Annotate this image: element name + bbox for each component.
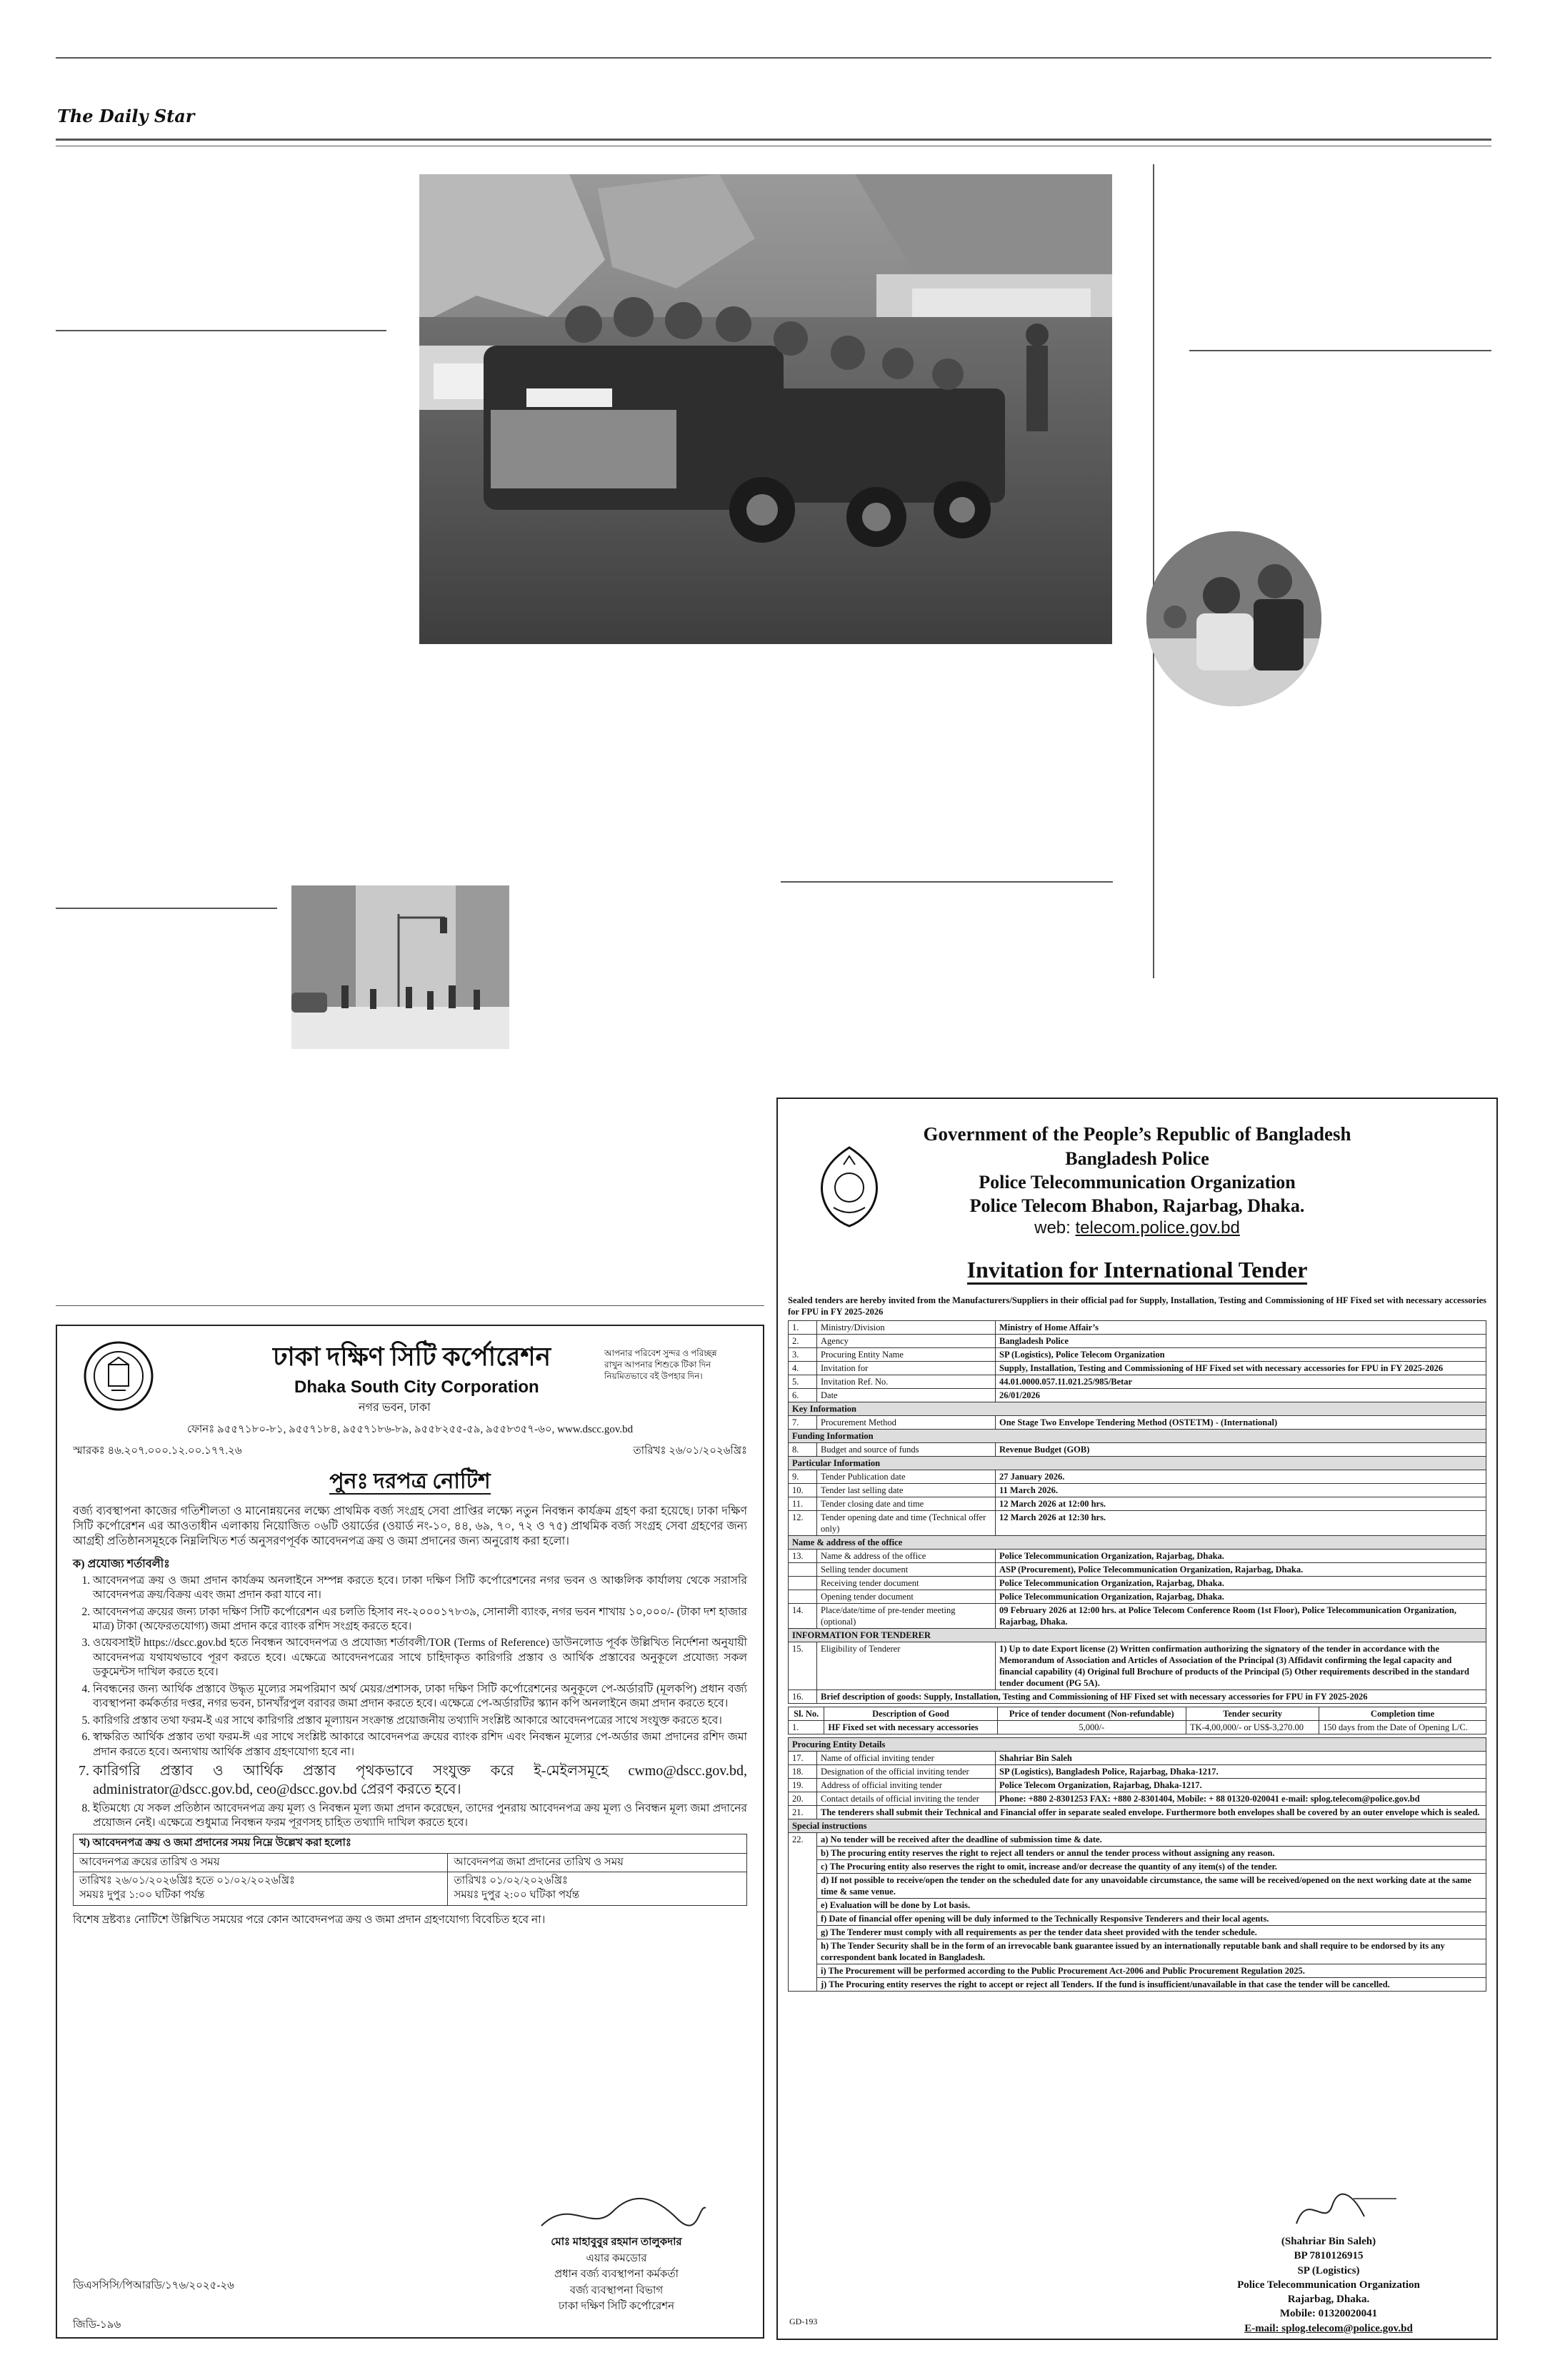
- tender-row-number: [789, 1590, 817, 1604]
- entity-row-number: 21.: [789, 1806, 817, 1819]
- tender-row-label: Date: [817, 1389, 996, 1402]
- schedule-header: আবেদনপত্র ক্রয়ের তারিখ ও সময়: [74, 1853, 448, 1872]
- tender-row-value: One Stage Two Envelope Tendering Method (OSTETM) - (International): [996, 1416, 1486, 1430]
- tender-row-label: Selling tender document: [817, 1563, 996, 1577]
- special-instruction: e) Evaluation will be done by Lot basis.: [817, 1899, 1486, 1912]
- entity-row: [789, 1765, 1486, 1779]
- tender-row-number: 10.: [789, 1484, 817, 1497]
- police-web-link[interactable]: telecom.police.gov.bd: [1075, 1218, 1240, 1238]
- snow-street-photo: [291, 885, 509, 1049]
- tender-row-number: 15.: [789, 1642, 817, 1690]
- special-instruction: b) The procuring entity reserves the right to reject all tenders or annul the tender process without assigning any reason.: [817, 1847, 1486, 1860]
- dscc-ref-code: ডিএসসিসি/পিআরডি/১৭৬/২০২৫-২৬: [73, 2280, 234, 2291]
- tender-row: [789, 1321, 1486, 1335]
- special-instruction-row: [789, 1833, 1486, 1847]
- entity-row-label: Address of official inviting tender: [817, 1779, 996, 1792]
- special-instruction-row: [789, 1874, 1486, 1899]
- police-tender-notice: [776, 1098, 1498, 2340]
- masthead-logo: The Daily Star: [57, 106, 195, 126]
- dscc-condition: 5. কারিগরি প্রস্তাব তথা ফরম-ই এর সাথে কারিগরি প্রস্তাব মূল্যায়ন সংক্রান্ত প্রয়োজনীয় তথ্যাদি সংশ্লিষ্ট আকারে আবেদনপত্রের সাথে সংযুক্ত করতে হবে।: [93, 1714, 747, 1728]
- police-signature-line: BP 7810126915: [1294, 2250, 1364, 2262]
- tender-row-number: 3.: [789, 1348, 817, 1362]
- goods-header: Sl. No.: [789, 1707, 824, 1721]
- tender-row: [789, 1497, 1486, 1511]
- tender-row-number: 6.: [789, 1389, 817, 1402]
- special-instruction-row: [789, 1939, 1486, 1964]
- police-signature-line: SP (Logistics): [1297, 2264, 1360, 2276]
- tender-row: [789, 1416, 1486, 1430]
- tender-row-label: Ministry/Division: [817, 1321, 996, 1335]
- right-col-rule: [1189, 350, 1491, 351]
- police-header-line: Police Telecom Bhabon, Rajarbag, Dhaka.: [969, 1195, 1305, 1217]
- tender-row: [789, 1550, 1486, 1563]
- tender-row-label: Tender closing date and time: [817, 1497, 996, 1511]
- special-header-row: [789, 1819, 1486, 1833]
- vertical-column-rule: [1153, 164, 1154, 978]
- tender-row-label: Receiving tender document: [817, 1577, 996, 1590]
- tender-row-number: 11.: [789, 1497, 817, 1511]
- dscc-condition: 1. আবেদনপত্র ক্রয় ও জমা প্রদান কার্যক্রম অনলাইনে সম্পন্ন করতে হবে। ঢাকা দক্ষিণ সিটি কর্পোরেশনের নগর ভবন ও আঞ্চলিক কার্যালয় থেকে সরাসরি আবেদনপত্র ক্রয়/বিক্রয় এবং জমা প্রদান করা যাবে না।: [93, 1574, 747, 1603]
- schedule-time: সময়ঃ দুপুর ১:০০ ঘটিকা পর্যন্ত: [79, 1889, 205, 1902]
- tender-row-number: 9.: [789, 1470, 817, 1484]
- goods-cell: 150 days from the Date of Opening L/C.: [1319, 1721, 1486, 1734]
- tender-row: [789, 1642, 1486, 1690]
- entity-row-label: The tenderers shall submit their Technical and Financial offer in separate sealed envelope. Furthermore both envelopes shall be covered by an outer envelope which is sealed.: [817, 1806, 1486, 1819]
- circular-inset-photo: [1146, 531, 1321, 706]
- entity-row-number: 20.: [789, 1792, 817, 1806]
- special-instruction-row: [789, 1860, 1486, 1874]
- tender-row-value: Police Telecommunication Organization, Rajarbag, Dhaka.: [996, 1550, 1486, 1563]
- main-news-photo: [419, 174, 1112, 644]
- goods-cell: HF Fixed set with necessary accessories: [824, 1721, 997, 1734]
- tender-row: [789, 1362, 1486, 1375]
- special-instruction-row: [789, 1964, 1486, 1978]
- tender-row-number: 14.: [789, 1604, 817, 1629]
- tender-row-number: 4.: [789, 1362, 817, 1375]
- police-header-line: Bangladesh Police: [1065, 1148, 1209, 1169]
- dscc-subtitle: নগর ভবন, ঢাকা: [359, 1402, 431, 1414]
- tender-row-label: Tender opening date and time (Technical offer only): [817, 1511, 996, 1536]
- entity-row: [789, 1779, 1486, 1792]
- tender-row-number: 12.: [789, 1511, 817, 1536]
- dscc-condition: 6. স্বাক্ষরিত আর্থিক প্রস্তাব তথা ফরম-ঈ এর সাথে সংশ্লিষ্ট আকারে আবেদনপত্র ক্রয়ের ব্যাংক রশিদ এবং নিবন্ধন মূল্যের পে-অর্ডার জমা প্রদানের রশিদ জমা প্রদান করতে হবে। অন্যথায় আর্থিক প্রস্তাব গ্রহণযোগ্য হবে না।: [93, 1730, 747, 1759]
- tender-row-label: Tender last selling date: [817, 1484, 996, 1497]
- police-signature-line: Rajarbag, Dhaka.: [1287, 2294, 1370, 2305]
- schedule-header: আবেদনপত্র জমা প্রদানের তারিখ ও সময়: [448, 1853, 747, 1872]
- goods-cell: 1.: [789, 1721, 824, 1734]
- tender-row-label: Invitation Ref. No.: [817, 1375, 996, 1389]
- police-signature-line: Mobile: 01320020041: [1279, 2308, 1378, 2320]
- goods-header: Description of Good: [824, 1707, 997, 1721]
- schedule-date: তারিখঃ ০১/০২/২০২৬খ্রিঃ: [454, 1875, 569, 1887]
- special-instruction-row: [789, 1978, 1486, 1992]
- left-col-rule-2: [56, 908, 277, 909]
- dscc-title-bangla: ঢাকা দক্ষিণ সিটি কর্পোরেশন: [273, 1342, 551, 1371]
- tender-row-label: Name & address of the office: [817, 1550, 996, 1563]
- dscc-date: তারিখঃ ২৬/০১/২০২৬খ্রিঃ: [633, 1445, 747, 1457]
- tender-row-label: Procurement Method: [817, 1416, 996, 1430]
- tender-row-number: 5.: [789, 1375, 817, 1389]
- tender-row-label: Invitation for: [817, 1362, 996, 1375]
- tender-row-label: Place/date/time of pre-tender meeting (optional): [817, 1604, 996, 1629]
- special-instruction-row: [789, 1899, 1486, 1912]
- tender-row: [789, 1511, 1486, 1536]
- dscc-section-a: ক) প্রযোজ্য শর্তাবলীঃ: [73, 1557, 170, 1570]
- tender-row-label: Eligibility of Tenderer: [817, 1642, 996, 1690]
- goods-table: [788, 1707, 1486, 1734]
- entity-row-value: Phone: +880 2-8301253 FAX: +880 2-8301404, Mobile: + 88 01320-020041 e-mail: splog.telecom@police.gov.bd: [996, 1792, 1486, 1806]
- tender-row-value: 26/01/2026: [996, 1389, 1486, 1402]
- special-instruction: g) The Tenderer must comply with all requirements as per the tender data sheet provided with the tender schedule.: [817, 1926, 1486, 1939]
- tender-row: [789, 1690, 1486, 1704]
- goods-cell: 5,000/-: [997, 1721, 1186, 1734]
- entity-row: [789, 1792, 1486, 1806]
- tender-row-value: 11 March 2026.: [996, 1484, 1486, 1497]
- police-header-line: Government of the People’s Republic of Bangladesh: [923, 1123, 1351, 1145]
- tender-row: [789, 1536, 1486, 1550]
- top-rule: [56, 57, 1491, 59]
- dscc-signatory-name: মোঃ মাহাবুবুর রহমান তালুকদার: [551, 2236, 682, 2248]
- tender-row-value: Supply, Installation, Testing and Commissioning of HF Fixed set with necessary accessories for FPU in FY 2025-2026: [996, 1362, 1486, 1375]
- entity-row-label: Designation of the official inviting tender: [817, 1765, 996, 1779]
- tender-row-value: 27 January 2026.: [996, 1470, 1486, 1484]
- special-number: 22.: [789, 1833, 817, 1992]
- dscc-title-english: Dhaka South City Corporation: [294, 1377, 539, 1397]
- entity-table: [788, 1737, 1486, 1992]
- dscc-condition: 2. আবেদনপত্র ক্রয়ের জন্য ঢাকা দক্ষিণ সিটি কর্পোরেশন এর চলতি হিসাব নং-২০০০১৭৮৩৯, সোনালী ব্যাংক, নগর ভবন শাখায় ১০,০০০/- (টাকা দশ হাজার মাত্র) টাকা (অফেরতযোগ্য) জমা প্রদান করে ব্যাংক রশিদ সংগ্রহ করতে হবে।: [93, 1605, 747, 1635]
- dscc-tender-notice: [56, 1325, 764, 2339]
- entity-header-row: [789, 1738, 1486, 1752]
- police-signature-block: [1211, 2184, 1446, 2336]
- entity-row-number: 17.: [789, 1752, 817, 1765]
- tender-row-value: Bangladesh Police: [996, 1335, 1486, 1348]
- dscc-intro: বর্জ্য ব্যবস্থাপনা কাজের গতিশীলতা ও মানোন্নয়নের লক্ষ্যে প্রাথমিক বর্জ্য সংগ্রহ সেবা প্রাপ্তির লক্ষ্যে নতুন নিবন্ধন কার্যক্রম গ্রহণ করা হয়েছে। ঢাকা দক্ষিণ সিটি কর্পোরেশন এর আওতাধীন এলাকায় নিয়োজিত ০৬টি ওয়ার্ডের (ওয়ার্ড নং-১০, ৪৪, ৬৯, ৭০, ৭২ ও ৭৫) প্রাথমিক বর্জ্য সংগ্রহ সেবা গ্রহণের জন্য আগ্রহী প্রতিষ্ঠানসমূহকে নিম্নলিখিত শর্ত অনুসরণপূর্বক আবেদনপত্র ক্রয় ও জমা প্রদানের জন্য অনুরোধ করা হলো।: [73, 1505, 747, 1548]
- special-instruction: a) No tender will be received after the deadline of submission time & date.: [817, 1833, 1486, 1847]
- tender-row-value: Ministry of Home Affair’s: [996, 1321, 1486, 1335]
- dscc-condition: 8. ইতিমধ্যে যে সকল প্রতিষ্ঠান আবেদনপত্র ক্রয় মূল্য ও নিবন্ধন মূল্য জমা প্রদান করেছেন, তাদের পুনরায় আবেদনপত্র ক্রয় মূল্য ও নিবন্ধন মূল্য জমা প্রদানের প্রয়োজন নেই। এক্ষেত্রে শুধুমাত্র নিবন্ধন ফরম পূরণসহ চাহিত তথ্যাদি দাখিল করতে হবে।: [93, 1802, 747, 1831]
- schedule-cell: [448, 1872, 747, 1906]
- dscc-condition: 7. কারিগরি প্রস্তাব ও আর্থিক প্রস্তাব পৃথকভাবে সংযুক্ত করে ই-মেইলসমূহে cwmo@dscc.gov.bd, administrator@dscc.gov.bd, ceo@dscc.gov.bd প্রেরণ করতে হবে।: [93, 1762, 747, 1799]
- tender-row: [789, 1604, 1486, 1629]
- tender-row: [789, 1389, 1486, 1402]
- special-instruction-row: [789, 1847, 1486, 1860]
- entity-row-number: 19.: [789, 1779, 817, 1792]
- special-instruction: j) The Procuring entity reserves the right to accept or reject all Tenders. If the fund is insufficient/unavailable in that case the tender will be cancelled.: [817, 1978, 1486, 1992]
- tender-row: [789, 1577, 1486, 1590]
- tender-row: [789, 1443, 1486, 1457]
- tender-row-value: ASP (Procurement), Police Telecommunication Organization, Rajarbag, Dhaka.: [996, 1563, 1486, 1577]
- tender-row-number: 13.: [789, 1550, 817, 1563]
- dscc-signature-block: [513, 2190, 720, 2315]
- tender-row-value: 12 March 2026 at 12:00 hrs.: [996, 1497, 1486, 1511]
- tender-row: [789, 1375, 1486, 1389]
- entity-row-value: SP (Logistics), Bangladesh Police, Rajarbag, Dhaka-1217.: [996, 1765, 1486, 1779]
- tender-row: [789, 1563, 1486, 1577]
- tender-row: [789, 1335, 1486, 1348]
- special-instruction-row: [789, 1926, 1486, 1939]
- dscc-signatory-line: প্রধান বর্জ্য ব্যবস্থাপনা কর্মকর্তা: [554, 2269, 679, 2280]
- goods-header: Tender security: [1186, 1707, 1319, 1721]
- dscc-special-note: বিশেষ দ্রষ্টব্যঃ নোটিশে উল্লিখিত সময়ের পরে কোন আবেদনপত্র ক্রয় ও জমা প্রদান গ্রহণযোগ্য বিবেচিত হবে না।: [73, 1913, 546, 1926]
- tender-row-number: [789, 1577, 817, 1590]
- goods-header: Price of tender document (Non-refundable): [997, 1707, 1186, 1721]
- tender-group-header: INFORMATION FOR TENDERER: [789, 1629, 1486, 1642]
- tender-row-value: Police Telecommunication Organization, Rajarbag, Dhaka.: [996, 1577, 1486, 1590]
- police-tender-title: Invitation for International Tender: [967, 1257, 1308, 1285]
- tender-row: [789, 1590, 1486, 1604]
- entity-row: [789, 1752, 1486, 1765]
- dscc-signatory-line: বর্জ্য ব্যবস্থাপনা বিভাগ: [569, 2284, 664, 2296]
- tender-row-value: 1) Up to date Export license (2) Written confirmation authorizing the signatory of the tender in accordance with the Memorandum of Association and Articles of Association of the Principal (3) Affidavit confirming the legal capacity and financial capability (4) Original full Brochure of products of the Principal (5) Other requirements described in the standard tender document (PG 5A).: [996, 1642, 1486, 1690]
- police-signature-line: (Shahriar Bin Saleh): [1281, 2236, 1376, 2247]
- police-tender-table: [788, 1320, 1486, 1704]
- police-header-line: Police Telecommunication Organization: [979, 1171, 1296, 1192]
- dscc-signatory-line: ঢাকা দক্ষিণ সিটি কর্পোরেশন: [558, 2301, 675, 2312]
- tender-group-header: Particular Information: [789, 1457, 1486, 1470]
- tender-row-value: Police Telecommunication Organization, Rajarbag, Dhaka.: [996, 1590, 1486, 1604]
- entity-row-value: Police Telecom Organization, Rajarbag, Dhaka-1217.: [996, 1779, 1486, 1792]
- dscc-gd-code: জিডি-১৯৬: [73, 2319, 121, 2331]
- tender-row-label: Opening tender document: [817, 1590, 996, 1604]
- tender-row-label: Procuring Entity Name: [817, 1348, 996, 1362]
- tender-row-label: Agency: [817, 1335, 996, 1348]
- tender-row-number: 8.: [789, 1443, 817, 1457]
- dscc-notice-title: পুনঃ দরপত্র নোটিশ: [329, 1469, 491, 1493]
- entity-row-value: Shahriar Bin Saleh: [996, 1752, 1486, 1765]
- schedule-date: তারিখঃ ২৬/০১/২০২৬খ্রিঃ হতে ০১/০২/২০২৬খ্রিঃ: [79, 1875, 295, 1887]
- entity-row-number: 18.: [789, 1765, 817, 1779]
- tender-row: [789, 1484, 1486, 1497]
- goods-cell: TK-4,00,000/- or US$-3,270.00: [1186, 1721, 1319, 1734]
- tender-row-number: 16.: [789, 1690, 817, 1704]
- tender-row-value: SP (Logistics), Police Telecom Organization: [996, 1348, 1486, 1362]
- special-instruction: i) The Procurement will be performed according to the Public Procurement Act-2006 and Public Procurement Regulation 2025.: [817, 1964, 1486, 1978]
- tender-row-value: 12 March 2026 at 12:30 hrs.: [996, 1511, 1486, 1536]
- tender-group-header: Name & address of the office: [789, 1536, 1486, 1550]
- special-instruction-row: [789, 1912, 1486, 1926]
- tender-row-number: 1.: [789, 1321, 817, 1335]
- special-header: Special instructions: [789, 1819, 1486, 1833]
- entity-row-label: Contact details of official inviting the tender: [817, 1792, 996, 1806]
- special-instruction: d) If not possible to receive/open the tender on the scheduled date for any unavoidable circumstance, the same will be received/opened on the next working date at the same time & same venue.: [817, 1874, 1486, 1899]
- mid-col-rule: [781, 881, 1113, 883]
- dscc-condition: 4. নিবন্ধনের জন্য আর্থিক প্রস্তাবে উদ্ধৃত মূল্যের সমপরিমাণ অর্থ মেয়র/প্রশাসক, ঢাকা দক্ষিণ সিটি কর্পোরেশনের অনুকূলে পে-অর্ডারটি (মূলকপি) প্রধান বর্জ্য ব্যবস্থাপনা কর্মকর্তার দপ্তর, নগর ভবন, চানখাঁরপুল বরাবর জমা প্রদান করতে হবে। এক্ষেত্রে পে-অর্ডারটির স্ক্যান কপি অনলাইনে জমা প্রদান করতে হবে।: [93, 1682, 747, 1712]
- schedule-time: সময়ঃ দুপুর ২:০০ ঘটিকা পর্যন্ত: [454, 1889, 580, 1902]
- tender-row-label: Brief description of goods: Supply, Installation, Testing and Commissioning of HF Fixed set with necessary accessories for FPU in FY 2025-2026: [817, 1690, 1486, 1704]
- dscc-condition: 3. ওয়েবসাইট https://dscc.gov.bd হতে নিবন্ধন আবেদনপত্র ও প্রযোজ্য শর্তাবলী/TOR (Terms of Reference) ডাউনলোড পূর্বক উল্লিখিত নির্দেশনা অনুযায়ী আবেদনপত্র যথাযথভাবে পূরণ করতে হবে। এক্ষেত্রে আবেদনপত্রের সাথে চাহিদাকৃত কারিগরি প্রস্তাব ও আর্থিক প্রস্তাবের অনুকূলে প্রযোজ্য সকল ডকুমেন্টস দাখিল করতে হবে।: [93, 1636, 747, 1679]
- tender-row: [789, 1402, 1486, 1416]
- tender-row: [789, 1430, 1486, 1443]
- left-col-rule: [56, 330, 386, 331]
- police-signature-email[interactable]: E-mail: splog.telecom@police.gov.bd: [1244, 2322, 1413, 2334]
- tender-group-header: Key Information: [789, 1402, 1486, 1416]
- dscc-signatory-line: এয়ার কমডোর: [586, 2252, 647, 2264]
- dscc-slogan: আপনার পরিবেশ সুন্দর ও পরিচ্ছন্ন রাখুন আপনার শিশুকে টিকা দিন নিয়মিতভাবে বই উপহার দিন।: [604, 1348, 717, 1382]
- tender-row-number: 2.: [789, 1335, 817, 1348]
- entity-row-label: Name of official inviting tender: [817, 1752, 996, 1765]
- special-instruction: c) The Procuring entity also reserves the right to omit, increase and/or decrease the quantity of any item(s) of the tender.: [817, 1860, 1486, 1874]
- masthead-rule: [56, 139, 1491, 141]
- ad-separator-rule: [56, 1305, 764, 1306]
- police-signature-line: Police Telecommunication Organization: [1237, 2279, 1420, 2291]
- tender-row-value: 09 February 2026 at 12:00 hrs. at Police Telecom Conference Room (1st Floor), Police Telecommunication Organization, Rajarbag, Dhaka.: [996, 1604, 1486, 1629]
- dscc-section-b: খ) আবেদনপত্র ক্রয় ও জমা প্রদানের সময় নিম্নে উল্লেখ করা হলোঃ: [74, 1834, 747, 1853]
- tender-row: [789, 1629, 1486, 1642]
- dscc-schedule-table: [73, 1834, 747, 1906]
- schedule-cell: [74, 1872, 448, 1906]
- tender-row: [789, 1348, 1486, 1362]
- dscc-memo-number: স্মারকঃ ৪৬.২০৭.০০০.১২.০০.১৭৭.২৬: [73, 1445, 242, 1457]
- tender-row-number: [789, 1563, 817, 1577]
- police-intro: Sealed tenders are hereby invited from the Manufacturers/Suppliers in their official pad for Supply, Installation, Testing and Commissioning of HF Fixed set with necessary accessories for FPU in FY 2025-2026: [788, 1295, 1486, 1317]
- entity-header: Procuring Entity Details: [789, 1738, 1486, 1752]
- tender-row-number: 7.: [789, 1416, 817, 1430]
- dscc-seal-icon: [83, 1340, 154, 1412]
- tender-row-label: Tender Publication date: [817, 1470, 996, 1484]
- police-web-label: web:: [1034, 1218, 1071, 1238]
- tender-row-value: Revenue Budget (GOB): [996, 1443, 1486, 1457]
- tender-row-value: 44.01.0000.057.11.021.25/985/Betar: [996, 1375, 1486, 1389]
- tender-group-header: Funding Information: [789, 1430, 1486, 1443]
- special-instruction: h) The Tender Security shall be in the form of an irrevocable bank guarantee issued by an internationally reputable bank and shall require to be endorsed by its any correspondent bank located in Bangladesh.: [817, 1939, 1486, 1964]
- special-instruction: f) Date of financial offer opening will be duly informed to the Technically Responsive Tenderers and their local agents.: [817, 1912, 1486, 1926]
- tender-row-label: Budget and source of funds: [817, 1443, 996, 1457]
- tender-row: [789, 1470, 1486, 1484]
- signature-scribble: [1211, 2184, 1446, 2234]
- police-gd-code: GD-193: [789, 2316, 818, 2326]
- entity-row: [789, 1806, 1486, 1819]
- dscc-phone-line: ফোনঃ ৯৫৫৭১৮০-৮১, ৯৫৫৭১৮৪, ৯৫৫৭১৮৬-৮৯, ৯৫৫৮২৫৫-৫৯, ৯৫৫৮৩৫৭-৬০, www.dscc.gov.bd: [186, 1424, 634, 1435]
- tender-row: [789, 1457, 1486, 1470]
- signature-scribble: [513, 2190, 720, 2234]
- goods-header: Completion time: [1319, 1707, 1486, 1721]
- police-emblem-icon: [812, 1143, 886, 1229]
